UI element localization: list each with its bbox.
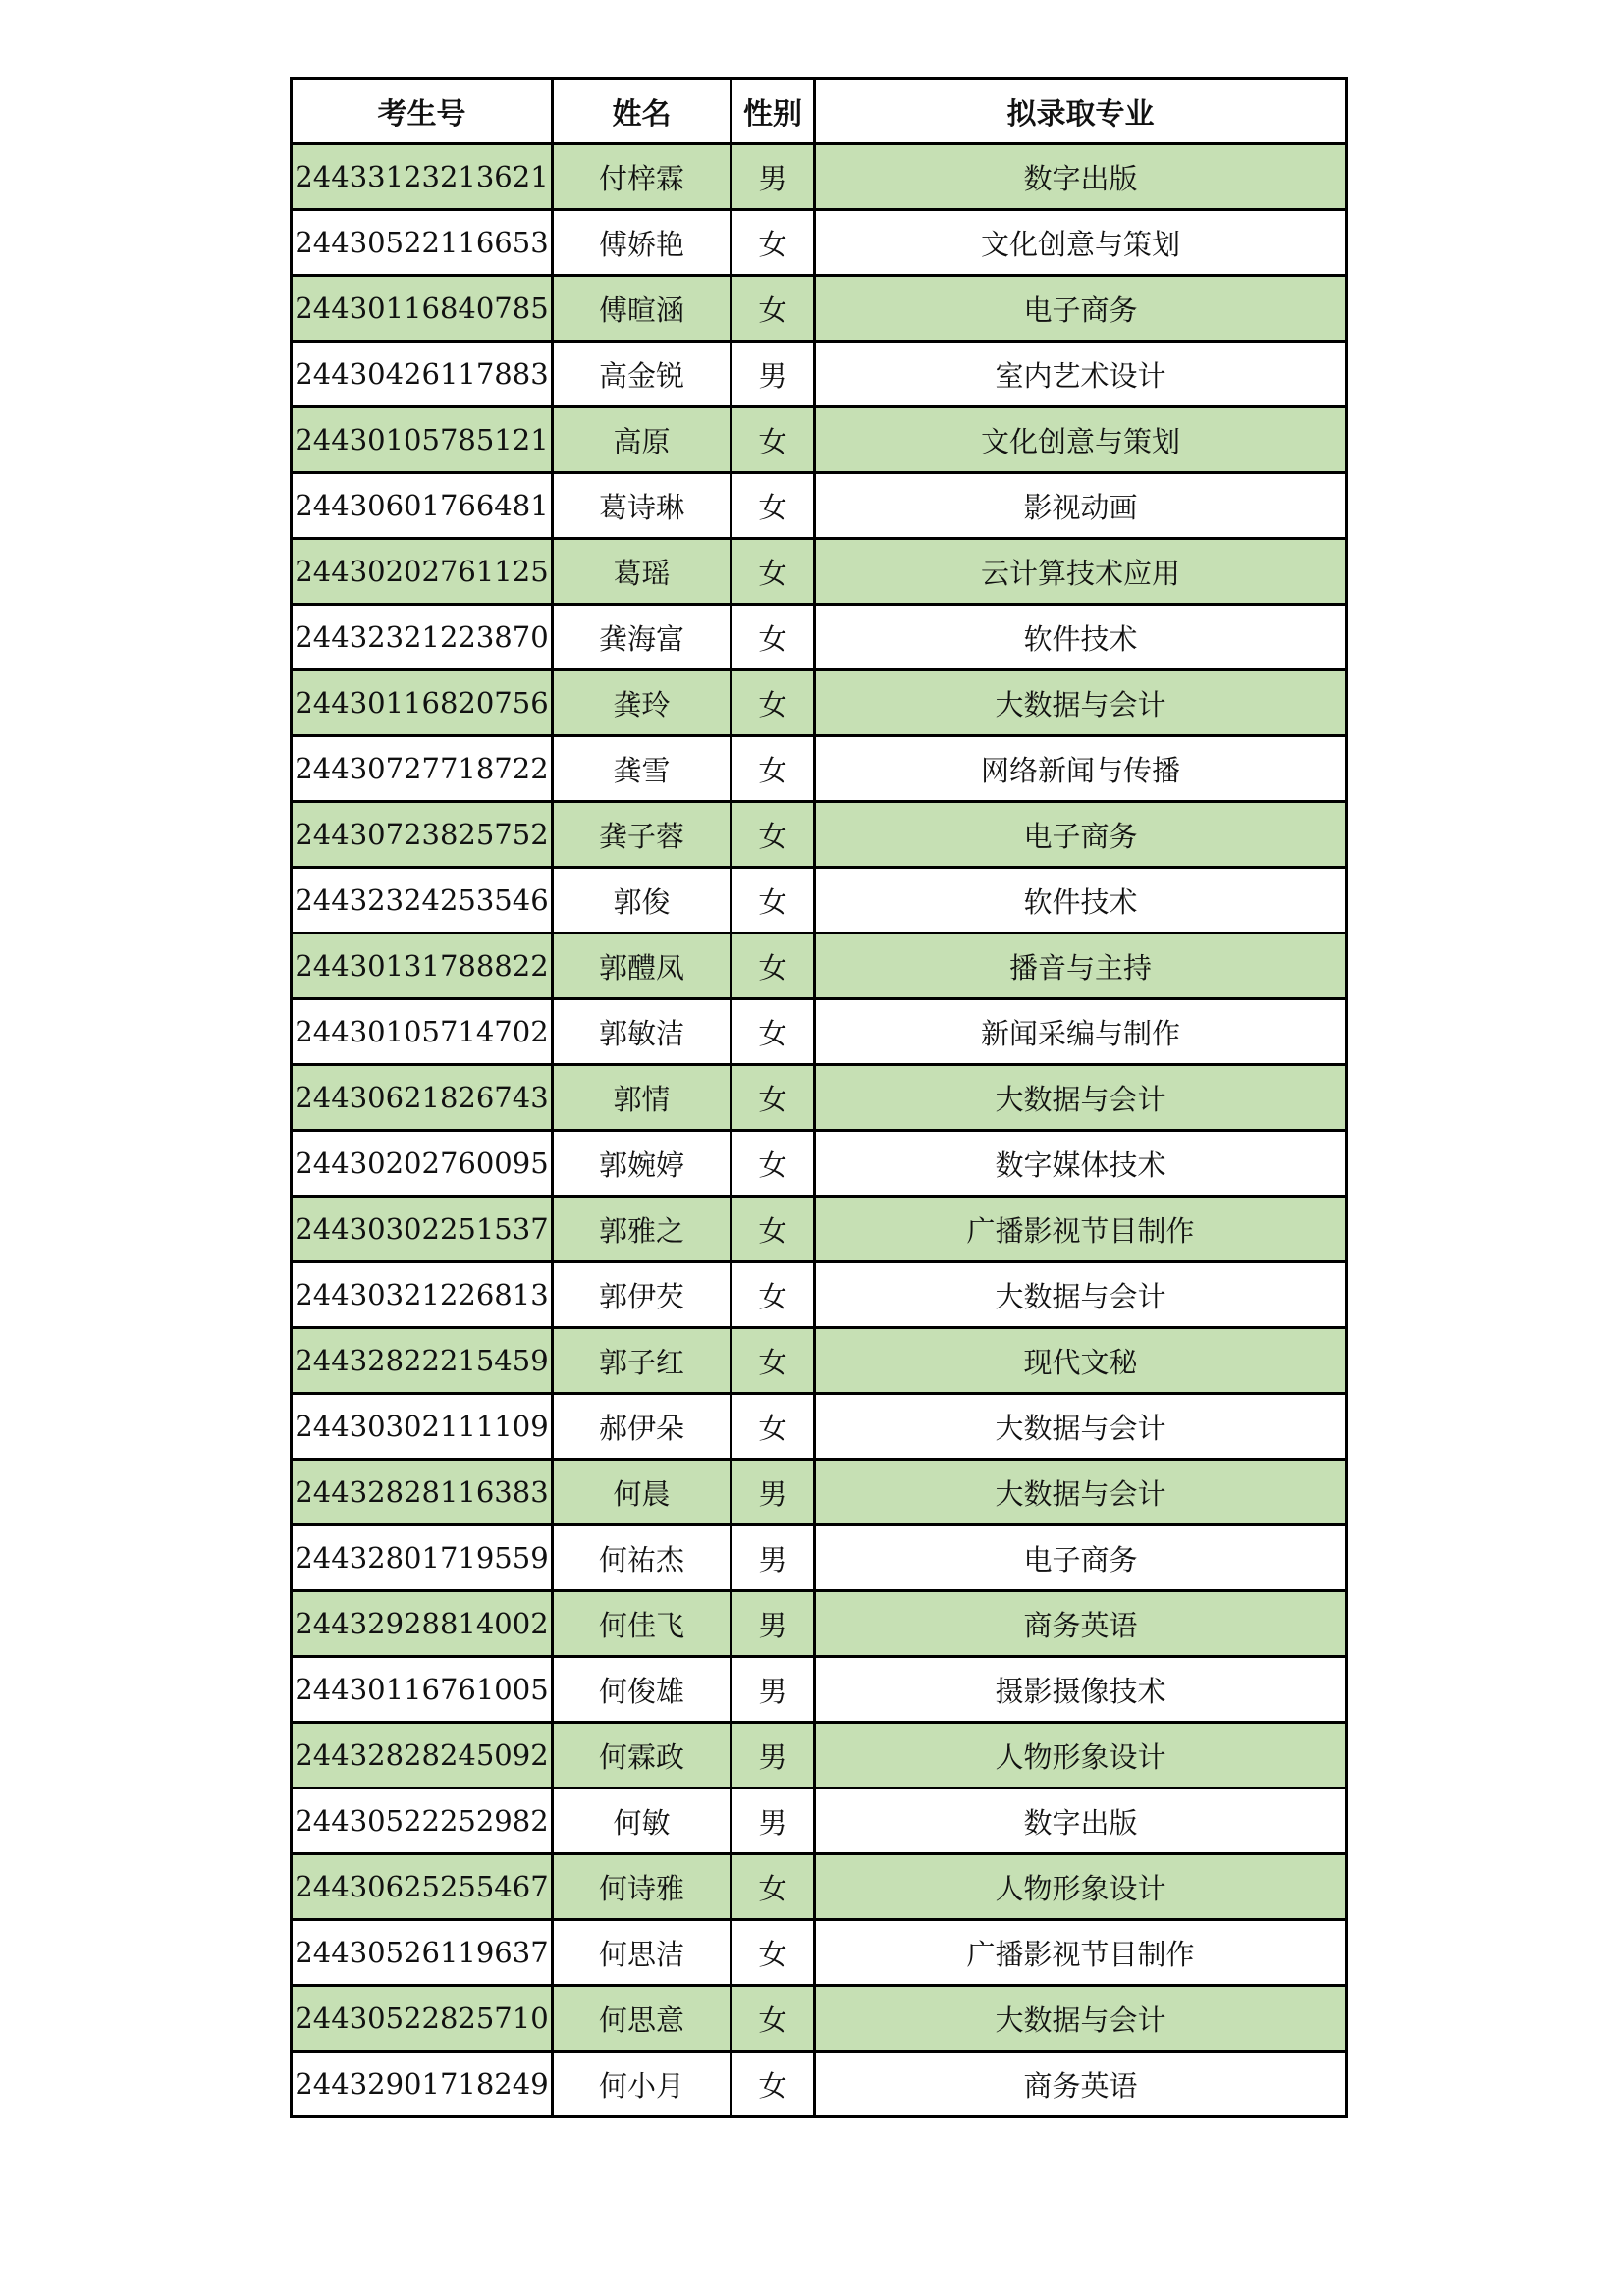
cell-candidate-number: 24432324253546 [292,868,553,934]
cell-gender: 女 [731,473,815,539]
cell-major: 广播影视节目制作 [815,1197,1347,1262]
cell-candidate-number: 24430105714702 [292,999,553,1065]
cell-gender: 女 [731,736,815,802]
header-candidate-number: 考生号 [292,79,553,144]
cell-major: 商务英语 [815,2052,1347,2117]
table-row [292,1920,1347,1986]
cell-major: 文化创意与策划 [815,407,1347,473]
table-row [292,144,1347,210]
cell-name: 龚海富 [553,605,731,670]
cell-gender: 男 [731,1525,815,1591]
cell-major: 广播影视节目制作 [815,1920,1347,1986]
table-row [292,1854,1347,1920]
cell-candidate-number: 24430625255467 [292,1854,553,1920]
cell-name: 何晨 [553,1460,731,1525]
cell-candidate-number: 24430522252982 [292,1789,553,1854]
cell-name: 郭俊 [553,868,731,934]
table-row [292,2052,1347,2117]
cell-major: 电子商务 [815,1525,1347,1591]
cell-candidate-number: 24430426117883 [292,342,553,407]
table-row [292,605,1347,670]
cell-gender: 男 [731,1789,815,1854]
cell-candidate-number: 24430116761005 [292,1657,553,1723]
cell-major: 摄影摄像技术 [815,1657,1347,1723]
cell-gender: 女 [731,1065,815,1131]
cell-name: 何俊雄 [553,1657,731,1723]
cell-name: 郭子红 [553,1328,731,1394]
cell-major: 影视动画 [815,473,1347,539]
cell-gender: 男 [731,1723,815,1789]
cell-gender: 女 [731,1131,815,1197]
table-row [292,539,1347,605]
cell-gender: 男 [731,144,815,210]
cell-candidate-number: 24432901718249 [292,2052,553,2117]
cell-gender: 女 [731,1854,815,1920]
cell-name: 何小月 [553,2052,731,2117]
cell-candidate-number: 24430131788822 [292,934,553,999]
admission-list-table [290,77,1348,2118]
cell-name: 何思洁 [553,1920,731,1986]
table-row [292,1657,1347,1723]
cell-gender: 男 [731,1657,815,1723]
header-major: 拟录取专业 [815,79,1347,144]
cell-candidate-number: 24430321226813 [292,1262,553,1328]
cell-candidate-number: 24430727718722 [292,736,553,802]
cell-major: 商务英语 [815,1591,1347,1657]
cell-candidate-number: 24430202760095 [292,1131,553,1197]
cell-gender: 女 [731,210,815,276]
table-row [292,1131,1347,1197]
table-row [292,1723,1347,1789]
table-row [292,670,1347,736]
cell-major: 新闻采编与制作 [815,999,1347,1065]
cell-major: 网络新闻与传播 [815,736,1347,802]
header-name: 姓名 [553,79,731,144]
cell-gender: 女 [731,934,815,999]
table-row [292,802,1347,868]
cell-major: 数字媒体技术 [815,1131,1347,1197]
cell-name: 葛瑶 [553,539,731,605]
table-row [292,1591,1347,1657]
cell-name: 傅暄涵 [553,276,731,342]
cell-major: 文化创意与策划 [815,210,1347,276]
table-row [292,407,1347,473]
table-row [292,1394,1347,1460]
table-row [292,1986,1347,2052]
cell-candidate-number: 24432321223870 [292,605,553,670]
cell-name: 龚玲 [553,670,731,736]
cell-major: 大数据与会计 [815,1262,1347,1328]
cell-major: 数字出版 [815,1789,1347,1854]
cell-major: 软件技术 [815,868,1347,934]
cell-name: 何霖政 [553,1723,731,1789]
cell-major: 人物形象设计 [815,1723,1347,1789]
cell-major: 室内艺术设计 [815,342,1347,407]
cell-candidate-number: 24430601766481 [292,473,553,539]
cell-gender: 女 [731,868,815,934]
table-row [292,1789,1347,1854]
table-row [292,1460,1347,1525]
table-row [292,1328,1347,1394]
cell-name: 葛诗琳 [553,473,731,539]
cell-gender: 女 [731,1394,815,1460]
cell-name: 郭雅之 [553,1197,731,1262]
table-row [292,276,1347,342]
cell-gender: 女 [731,1262,815,1328]
cell-candidate-number: 24430116820756 [292,670,553,736]
cell-major: 数字出版 [815,144,1347,210]
cell-candidate-number: 24430302251537 [292,1197,553,1262]
cell-name: 何祐杰 [553,1525,731,1591]
cell-name: 何敏 [553,1789,731,1854]
cell-name: 何诗雅 [553,1854,731,1920]
cell-gender: 女 [731,1986,815,2052]
cell-name: 龚雪 [553,736,731,802]
table-row [292,1065,1347,1131]
cell-name: 郭婉婷 [553,1131,731,1197]
table-body [292,144,1347,2117]
cell-major: 大数据与会计 [815,1394,1347,1460]
cell-gender: 女 [731,1920,815,1986]
cell-name: 傅娇艳 [553,210,731,276]
cell-candidate-number: 24430522825710 [292,1986,553,2052]
cell-candidate-number: 24432822215459 [292,1328,553,1394]
cell-name: 付梓霖 [553,144,731,210]
cell-major: 大数据与会计 [815,1986,1347,2052]
table-row [292,868,1347,934]
cell-candidate-number: 24430105785121 [292,407,553,473]
cell-gender: 女 [731,1328,815,1394]
cell-name: 龚子蓉 [553,802,731,868]
cell-gender: 女 [731,1197,815,1262]
cell-candidate-number: 24432801719559 [292,1525,553,1591]
cell-candidate-number: 24430723825752 [292,802,553,868]
cell-name: 郝伊朵 [553,1394,731,1460]
table-row [292,736,1347,802]
cell-gender: 女 [731,407,815,473]
cell-name: 高金锐 [553,342,731,407]
table-row [292,999,1347,1065]
cell-candidate-number: 24430621826743 [292,1065,553,1131]
cell-candidate-number: 24432828245092 [292,1723,553,1789]
cell-major: 大数据与会计 [815,1065,1347,1131]
cell-name: 郭伊芡 [553,1262,731,1328]
cell-gender: 女 [731,802,815,868]
cell-gender: 女 [731,605,815,670]
cell-gender: 女 [731,999,815,1065]
table-row [292,342,1347,407]
cell-major: 电子商务 [815,802,1347,868]
cell-gender: 男 [731,1591,815,1657]
cell-major: 大数据与会计 [815,670,1347,736]
table-row [292,210,1347,276]
cell-candidate-number: 24430526119637 [292,1920,553,1986]
cell-name: 郭敏洁 [553,999,731,1065]
cell-name: 高原 [553,407,731,473]
table-row [292,473,1347,539]
header-gender: 性别 [731,79,815,144]
cell-major: 电子商务 [815,276,1347,342]
cell-gender: 男 [731,1460,815,1525]
table-row [292,1525,1347,1591]
cell-gender: 女 [731,670,815,736]
cell-candidate-number: 24430202761125 [292,539,553,605]
table-header-row [292,79,1347,144]
cell-major: 现代文秘 [815,1328,1347,1394]
cell-candidate-number: 24430522116653 [292,210,553,276]
cell-name: 何思意 [553,1986,731,2052]
table-row [292,1262,1347,1328]
cell-gender: 女 [731,276,815,342]
cell-candidate-number: 24432828116383 [292,1460,553,1525]
table-row [292,934,1347,999]
cell-gender: 女 [731,2052,815,2117]
cell-name: 郭情 [553,1065,731,1131]
cell-candidate-number: 24430116840785 [292,276,553,342]
cell-name: 郭醴凤 [553,934,731,999]
cell-name: 何佳飞 [553,1591,731,1657]
cell-major: 播音与主持 [815,934,1347,999]
cell-major: 人物形象设计 [815,1854,1347,1920]
cell-candidate-number: 24433123213621 [292,144,553,210]
cell-candidate-number: 24432928814002 [292,1591,553,1657]
cell-major: 软件技术 [815,605,1347,670]
cell-major: 云计算技术应用 [815,539,1347,605]
cell-major: 大数据与会计 [815,1460,1347,1525]
cell-gender: 女 [731,539,815,605]
cell-candidate-number: 24430302111109 [292,1394,553,1460]
table-row [292,1197,1347,1262]
cell-gender: 男 [731,342,815,407]
